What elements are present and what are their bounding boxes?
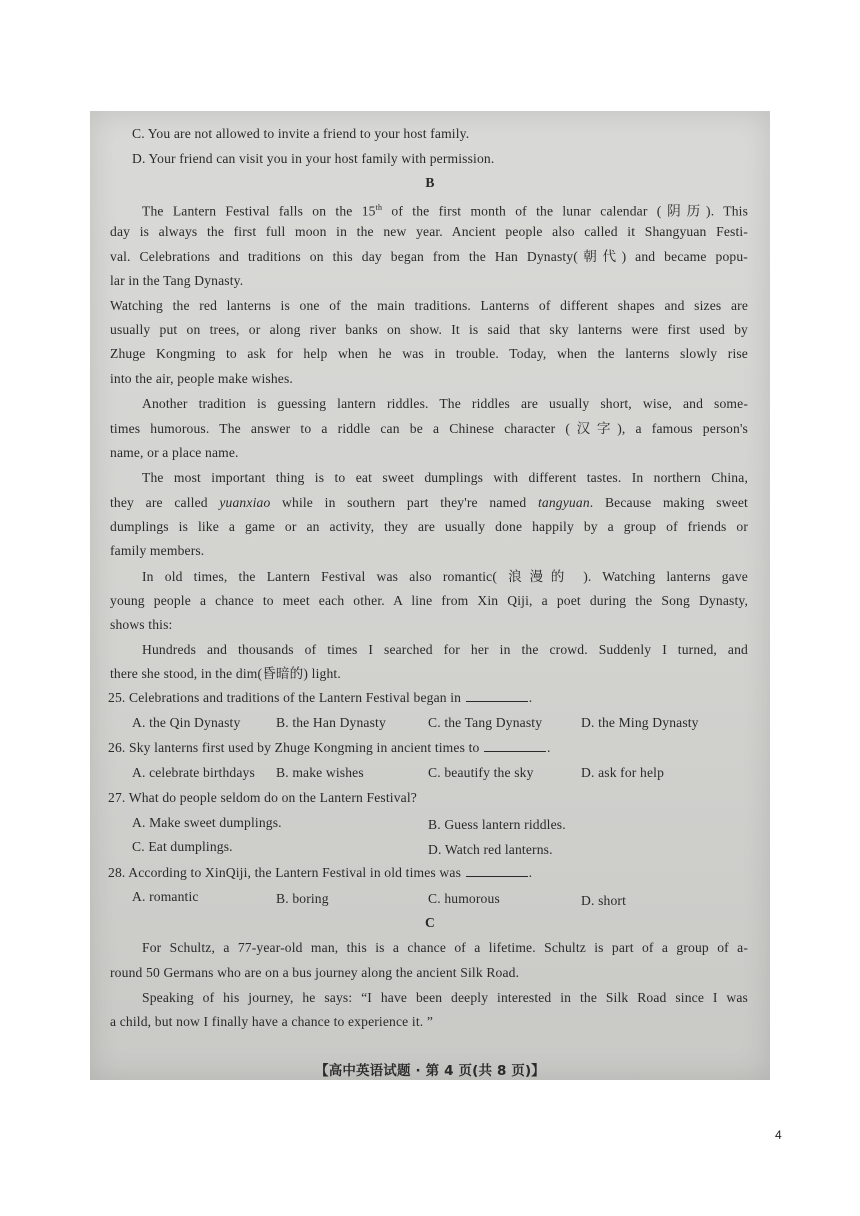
passage-b-line: young people a chance to meet each other. A line from Xin Qiji, a poet during the Song Dynasty, bbox=[110, 593, 748, 608]
q27-option-c: C. Eat dumplings. bbox=[132, 839, 233, 854]
poem-line: there she stood, in the dim(昏暗的) light. bbox=[110, 666, 341, 681]
q26-option-a: A. celebrate birthdays bbox=[132, 765, 255, 780]
passage-b-line: dumplings is like a game or an activity, they are usually done happily by a group of friends or bbox=[110, 519, 748, 534]
q28-option-a: A. romantic bbox=[132, 889, 199, 904]
passage-c-line: For Schultz, a 77-year-old man, this is a chance of a lifetime. Schultz is part of a group of a- bbox=[142, 940, 748, 955]
q27-option-a: A. Make sweet dumplings. bbox=[132, 815, 282, 830]
question-26: 26. Sky lanterns first used by Zhuge Kongming in ancient times to . bbox=[108, 740, 551, 755]
passage-b-line: The most important thing is to eat sweet dumplings with different tastes. In northern China, bbox=[142, 470, 748, 485]
q27-option-d: D. Watch red lanterns. bbox=[428, 842, 553, 857]
section-b-heading: B bbox=[425, 175, 435, 190]
passage-b-line: times humorous. The answer to a riddle can be a Chinese character (汉字), a famous person's bbox=[110, 421, 748, 436]
q26-option-c: C. beautify the sky bbox=[428, 765, 534, 780]
question-28: 28. According to XinQiji, the Lantern Festival in old times was . bbox=[108, 865, 533, 880]
passage-b-line: The Lantern Festival falls on the 15th of the first month of the lunar calendar (阴历). This bbox=[142, 203, 749, 219]
exam-footer: 【高中英语试题 · 第 4 页(共 8 页)】 bbox=[315, 1063, 545, 1079]
passage-b-line: In old times, the Lantern Festival was also romantic( 浪漫的 ). Watching lanterns gave bbox=[142, 569, 748, 584]
passage-b-line: name, or a place name. bbox=[110, 445, 239, 460]
question-25: 25. Celebrations and traditions of the Lantern Festival began in . bbox=[108, 690, 533, 705]
q26-option-d: D. ask for help bbox=[581, 765, 665, 780]
passage-b-line: Watching the red lanterns is one of the main traditions. Lanterns of different shapes and sizes are bbox=[110, 298, 748, 313]
passage-b-line: val. Celebrations and traditions on this day began from the Han Dynasty(朝代) and became popu- bbox=[110, 249, 748, 264]
scanned-exam-page bbox=[90, 111, 770, 1080]
question-27: 27. What do people seldom do on the Lantern Festival? bbox=[108, 790, 417, 805]
passage-b-line: lar in the Tang Dynasty. bbox=[110, 273, 244, 288]
option-d-text: D. Your friend can visit you in your host family with permission. bbox=[132, 151, 495, 166]
section-c-heading: C bbox=[425, 915, 435, 930]
passage-b-line: they are called yuanxiao while in southern part they're named tangyuan. Because making sweet bbox=[110, 495, 748, 510]
page-number: 4 bbox=[775, 1128, 782, 1142]
q25-option-a: A. the Qin Dynasty bbox=[132, 715, 241, 730]
passage-b-line: into the air, people make wishes. bbox=[110, 371, 293, 386]
poem-line: Hundreds and thousands of times I searched for her in the crowd. Suddenly I turned, and bbox=[142, 642, 748, 657]
option-c-text: C. You are not allowed to invite a friend to your host family. bbox=[132, 126, 470, 141]
passage-c-line: a child, but now I finally have a chance to experience it. ” bbox=[110, 1014, 434, 1029]
q27-option-b: B. Guess lantern riddles. bbox=[428, 817, 566, 832]
passage-c-line: round 50 Germans who are on a bus journey along the ancient Silk Road. bbox=[110, 965, 520, 980]
passage-b-line: Another tradition is guessing lantern riddles. The riddles are usually short, wise, and some- bbox=[142, 396, 748, 411]
passage-b-line: day is always the first full moon in the new year. Ancient people also called it Shangyuan Festi- bbox=[110, 224, 748, 239]
q28-option-d: D. short bbox=[581, 893, 627, 908]
passage-b-line: shows this: bbox=[110, 617, 173, 632]
passage-c-line: Speaking of his journey, he says: “I have been deeply interested in the Silk Road since I was bbox=[142, 990, 748, 1005]
passage-b-line: usually put on trees, or along river banks on show. It is said that sky lanterns were first used by bbox=[110, 322, 748, 337]
q25-option-b: B. the Han Dynasty bbox=[276, 715, 386, 730]
q25-option-d: D. the Ming Dynasty bbox=[581, 715, 699, 730]
q28-option-c: C. humorous bbox=[428, 891, 500, 906]
passage-b-line: family members. bbox=[110, 543, 205, 558]
passage-b-line: Zhuge Kongming to ask for help when he was in trouble. Today, when the lanterns slowly rise bbox=[110, 346, 748, 361]
q28-option-b: B. boring bbox=[276, 891, 329, 906]
q26-option-b: B. make wishes bbox=[276, 765, 364, 780]
q25-option-c: C. the Tang Dynasty bbox=[428, 715, 543, 730]
